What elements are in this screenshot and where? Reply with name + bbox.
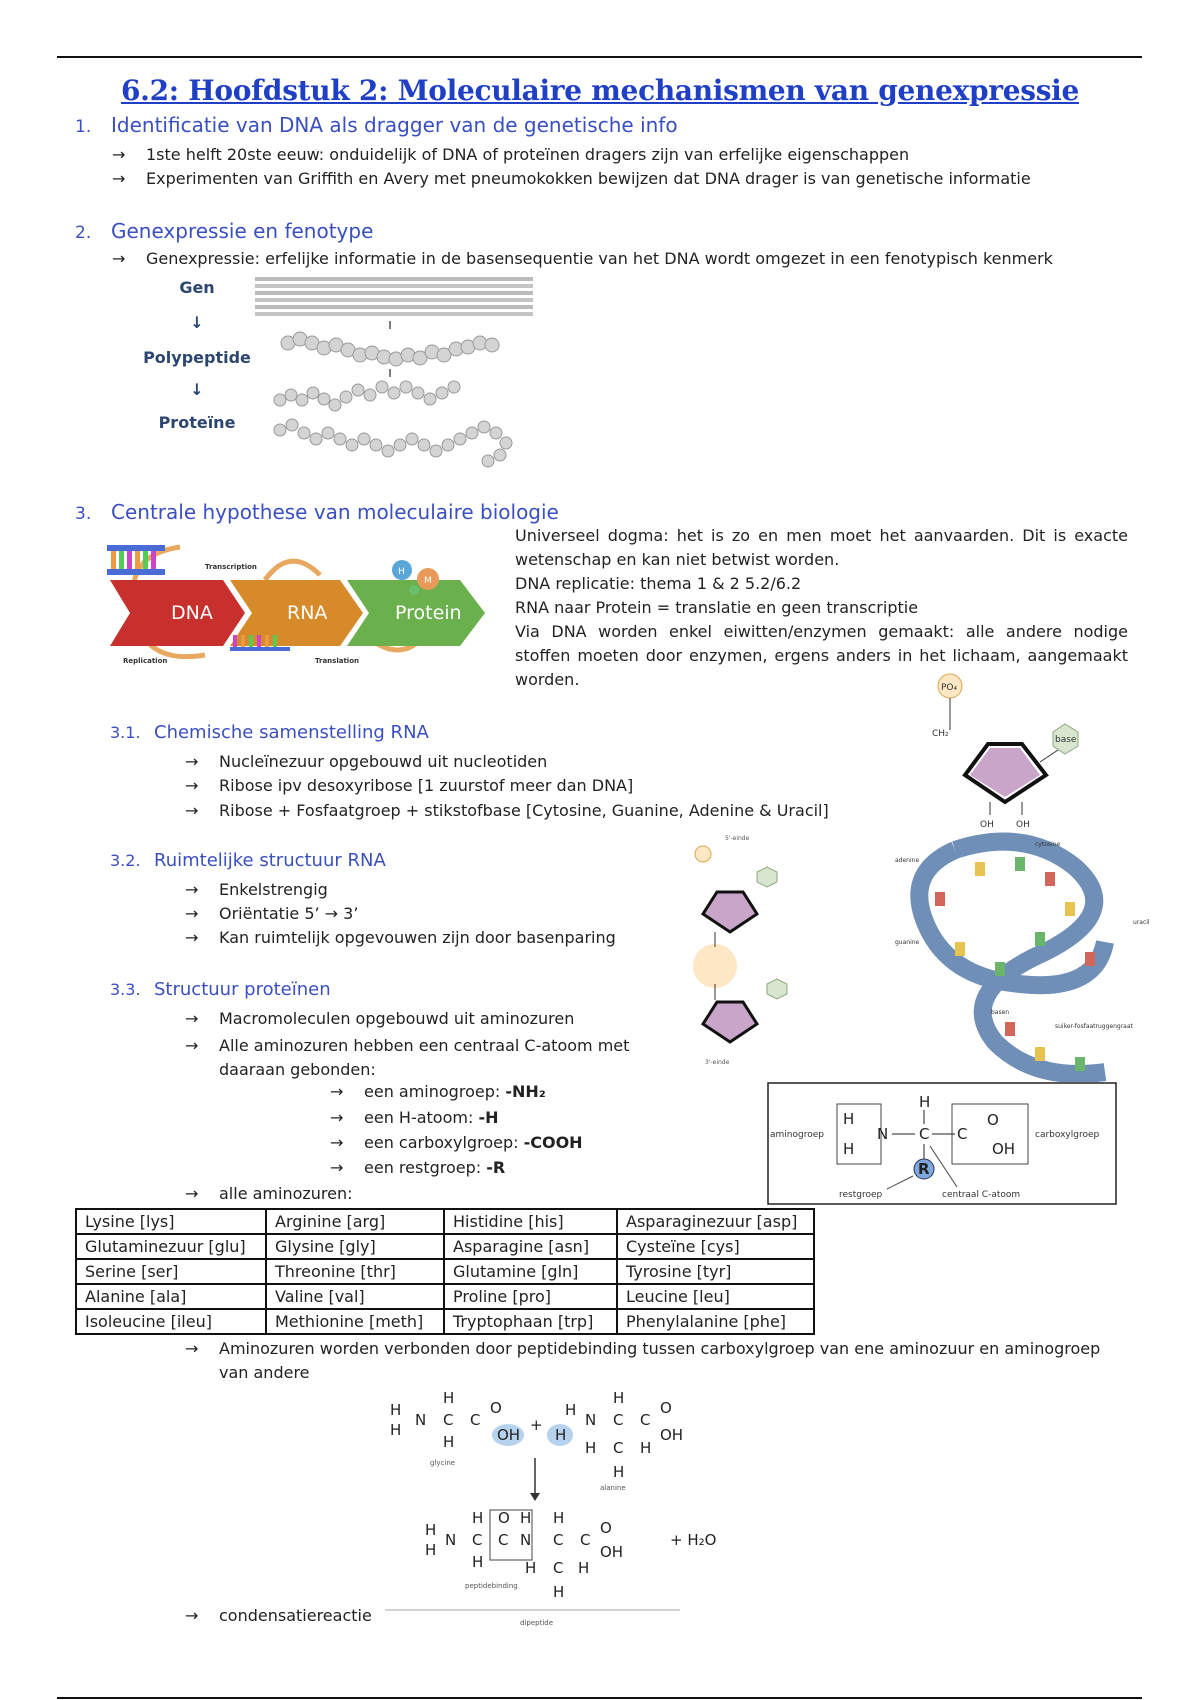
arrow-icon: → bbox=[185, 1036, 199, 1055]
svg-text:H: H bbox=[843, 1110, 855, 1128]
glycine-molecule bbox=[390, 1389, 524, 1467]
section-number: 3.2. bbox=[110, 851, 141, 870]
section-3-2-heading bbox=[110, 850, 386, 871]
svg-text:C: C bbox=[613, 1439, 624, 1457]
table-cell: Isoleucine [ileu] bbox=[76, 1309, 266, 1334]
bullet bbox=[185, 904, 358, 923]
oh-label: OH bbox=[980, 820, 994, 827]
svg-text:H: H bbox=[843, 1140, 855, 1158]
arrow-icon: → bbox=[185, 1184, 199, 1203]
table-row bbox=[76, 1209, 814, 1234]
bullet bbox=[185, 752, 547, 771]
table-cell: Arginine [arg] bbox=[266, 1209, 444, 1234]
group-item bbox=[330, 1082, 546, 1101]
bullet-text: Nucleïnezuur opgebouwd uit nucleotiden bbox=[219, 752, 548, 771]
arrow-icon: → bbox=[185, 928, 199, 947]
oh-label: OH bbox=[1016, 820, 1030, 827]
dipeptide-molecule bbox=[385, 1509, 680, 1627]
dipeptide-label: dipeptide bbox=[520, 1619, 554, 1627]
peptide-reaction-figure bbox=[380, 1385, 760, 1630]
bullet-text: alle aminozuren: bbox=[219, 1184, 353, 1203]
restgroep-label: restgroep bbox=[839, 1190, 883, 1200]
dna-helix-icon bbox=[107, 545, 165, 575]
svg-text:OH: OH bbox=[497, 1426, 521, 1444]
svg-text:H: H bbox=[640, 1439, 652, 1457]
group-item bbox=[330, 1108, 498, 1127]
table-cell: Serine [ser] bbox=[76, 1259, 266, 1284]
arrow-icon: → bbox=[185, 880, 199, 899]
svg-text:O: O bbox=[660, 1399, 672, 1417]
alanine-label: alanine bbox=[600, 1484, 626, 1492]
section-3-3-heading bbox=[110, 979, 331, 1000]
svg-text:OH: OH bbox=[992, 1140, 1016, 1158]
polypeptide-chain bbox=[281, 332, 499, 366]
bullet bbox=[185, 1184, 353, 1203]
group-label: een carboxylgroep: bbox=[364, 1133, 524, 1152]
bullet bbox=[185, 880, 328, 899]
svg-text:C: C bbox=[613, 1411, 624, 1429]
svg-text:H: H bbox=[425, 1541, 437, 1559]
page-title: 6.2: Hoofdstuk 2: Moleculaire mechanismen van genexpressie bbox=[120, 74, 1080, 107]
svg-text:N: N bbox=[415, 1411, 427, 1429]
bullet bbox=[185, 801, 829, 820]
dogma-protein-label: Protein bbox=[395, 602, 462, 624]
bullet bbox=[185, 1339, 1100, 1358]
gene-expression-figure bbox=[250, 275, 540, 470]
flow-protein-label: Proteïne bbox=[158, 413, 236, 432]
section-number: 3.1. bbox=[110, 723, 141, 742]
section-number: 1. bbox=[75, 117, 92, 137]
adenine-label: adenine bbox=[895, 857, 920, 864]
svg-text:H: H bbox=[390, 1421, 402, 1439]
paragraph: Via DNA worden enkel eiwitten/enzymen gemaakt: alle andere nodige stoffen moeten door enzymen, ergens anders in het lichaam, aangemaakt worden. bbox=[515, 622, 1128, 689]
svg-text:C: C bbox=[498, 1531, 509, 1549]
table-cell: Proline [pro] bbox=[444, 1284, 617, 1309]
section-3-heading bbox=[75, 500, 559, 524]
bullet bbox=[185, 1034, 655, 1082]
arrow-icon: → bbox=[185, 776, 199, 795]
svg-text:H: H bbox=[555, 1426, 567, 1444]
bullet-text: condensatiereactie bbox=[219, 1606, 372, 1625]
carboxylgroep-label: carboxylgroep bbox=[1035, 1130, 1100, 1140]
dogma-rna-label: RNA bbox=[287, 602, 328, 624]
water-label: + H₂O bbox=[670, 1531, 717, 1549]
svg-text:H: H bbox=[553, 1583, 565, 1601]
svg-text:R: R bbox=[918, 1160, 930, 1178]
svg-text:C: C bbox=[580, 1531, 591, 1549]
arrow-icon: → bbox=[330, 1133, 344, 1152]
svg-text:H: H bbox=[919, 1093, 931, 1111]
backbone-label: suiker-fosfaatruggengraat bbox=[1055, 1023, 1133, 1030]
svg-text:H: H bbox=[472, 1553, 484, 1571]
svg-text:H: H bbox=[425, 1521, 437, 1539]
svg-text:H: H bbox=[553, 1509, 565, 1527]
group-label: een restgroep: bbox=[364, 1158, 487, 1177]
table-cell: Asparagine [asn] bbox=[444, 1234, 617, 1259]
alanine-molecule bbox=[547, 1389, 683, 1492]
flow-arrow: ↓ bbox=[190, 380, 204, 399]
section-number: 3.3. bbox=[110, 980, 141, 999]
bullet-text: Ribose ipv desoxyribose [1 zuurstof meer dan DNA] bbox=[219, 776, 634, 795]
bullet-continuation: van andere bbox=[219, 1363, 310, 1382]
amino-acid-structure-figure bbox=[767, 1082, 1117, 1206]
group-item bbox=[330, 1133, 583, 1152]
table-cell: Leucine [leu] bbox=[617, 1284, 814, 1309]
five-end-label: 5'-einde bbox=[725, 835, 750, 842]
group-label: een aminogroep: bbox=[364, 1082, 506, 1101]
section-number: 3. bbox=[75, 504, 92, 524]
table-cell: Cysteïne [cys] bbox=[617, 1234, 814, 1259]
bullet bbox=[185, 1009, 574, 1028]
group-item bbox=[330, 1158, 505, 1177]
group-formula: -H bbox=[478, 1108, 499, 1127]
peptide-bond-label: peptidebinding bbox=[465, 1582, 518, 1590]
po4-label: PO₄ bbox=[941, 683, 958, 693]
bullet-text: Ribose + Fosfaatgroep + stikstofbase [Cytosine, Guanine, Adenine & Uracil] bbox=[219, 801, 829, 820]
svg-text:O: O bbox=[498, 1509, 510, 1527]
group-formula: -NH₂ bbox=[505, 1082, 546, 1101]
bullet bbox=[112, 145, 909, 164]
svg-text:H: H bbox=[443, 1389, 455, 1407]
section-3-1-heading bbox=[110, 722, 429, 743]
svg-text:+: + bbox=[530, 1416, 543, 1434]
section-title: Centrale hypothese van moleculaire biologie bbox=[111, 500, 559, 524]
aminogroep-label: aminogroep bbox=[770, 1130, 824, 1140]
base-label: base bbox=[1055, 735, 1077, 745]
table-cell: Alanine [ala] bbox=[76, 1284, 266, 1309]
rna-nucleotide-figure bbox=[685, 832, 805, 1072]
svg-text:N: N bbox=[585, 1411, 597, 1429]
bases-label: basen bbox=[991, 1009, 1010, 1016]
section-1-heading bbox=[75, 113, 678, 137]
svg-text:O: O bbox=[490, 1399, 502, 1417]
bullet bbox=[185, 776, 633, 795]
arrow-icon: → bbox=[330, 1082, 344, 1101]
uracil-label: uracil bbox=[1133, 919, 1150, 926]
table-cell: Phenylalanine [phe] bbox=[617, 1309, 814, 1334]
arrow-icon: → bbox=[112, 145, 126, 164]
bullet-text: Aminozuren worden verbonden door peptidebinding tussen carboxylgroep van ene aminozuur en aminogroep bbox=[219, 1339, 1101, 1358]
svg-text:C: C bbox=[640, 1411, 651, 1429]
bullet-text: Oriëntatie 5’ → 3’ bbox=[219, 904, 359, 923]
svg-text:H: H bbox=[578, 1559, 590, 1577]
table-row bbox=[76, 1234, 814, 1259]
arrow-icon: → bbox=[112, 169, 126, 188]
top-rule bbox=[57, 56, 1142, 58]
table-cell: Methionine [meth] bbox=[266, 1309, 444, 1334]
section-2-heading bbox=[75, 219, 373, 243]
arrow-icon: → bbox=[185, 752, 199, 771]
arrow-icon: → bbox=[185, 904, 199, 923]
bullet-text: Alle aminozuren hebben een centraal C-atoom met daaraan gebonden: bbox=[219, 1036, 630, 1079]
central-c-label: centraal C-atoom bbox=[942, 1190, 1021, 1200]
dogma-replication-label: Replication bbox=[123, 657, 168, 665]
dogma-translation-label: Translation bbox=[315, 657, 359, 665]
svg-text:H: H bbox=[472, 1509, 484, 1527]
table-cell: Valine [val] bbox=[266, 1284, 444, 1309]
section-title: Genexpressie en fenotype bbox=[111, 219, 374, 243]
dogma-transcription-label: Transcription bbox=[205, 563, 257, 571]
svg-text:H: H bbox=[565, 1401, 577, 1419]
svg-text:C: C bbox=[470, 1411, 481, 1429]
bullet-text: Experimenten van Griffith en Avery met pneumokokken bewijzen dat DNA drager is van genetische informatie bbox=[146, 169, 1031, 188]
svg-text:M: M bbox=[424, 576, 432, 586]
paragraph: RNA naar Protein = translatie en geen transcriptie bbox=[515, 598, 919, 617]
table-row bbox=[76, 1259, 814, 1284]
table-row bbox=[76, 1284, 814, 1309]
cytosine-label: cytosine bbox=[1035, 841, 1061, 848]
group-formula: -R bbox=[486, 1158, 506, 1177]
section-number: 2. bbox=[75, 223, 92, 243]
ch2-label: CH₂ bbox=[932, 729, 949, 739]
svg-text:OH: OH bbox=[600, 1543, 624, 1561]
svg-text:C: C bbox=[919, 1125, 930, 1143]
bullet bbox=[185, 928, 616, 947]
group-label: een H-atoom: bbox=[364, 1108, 479, 1127]
arrow-icon: → bbox=[330, 1108, 344, 1127]
arrow-icon: → bbox=[185, 1009, 199, 1028]
svg-text:C: C bbox=[443, 1411, 454, 1429]
section-title: Structuur proteïnen bbox=[154, 979, 331, 1000]
bullet-text: 1ste helft 20ste eeuw: onduidelijk of DNA of proteïnen dragers zijn van erfelijke eigenschappen bbox=[146, 145, 910, 164]
svg-text:N: N bbox=[877, 1125, 889, 1143]
hm-ions-icon bbox=[388, 552, 448, 602]
table-cell: Glutamine [gln] bbox=[444, 1259, 617, 1284]
protein-folded-chain bbox=[274, 381, 512, 467]
amino-acid-table bbox=[75, 1208, 815, 1335]
svg-text:C: C bbox=[553, 1559, 564, 1577]
table-cell: Tryptophaan [trp] bbox=[444, 1309, 617, 1334]
arrow-icon: → bbox=[185, 1339, 199, 1358]
section-title: Identificatie van DNA als dragger van de genetische info bbox=[111, 113, 678, 137]
dogma-dna-label: DNA bbox=[171, 602, 213, 624]
table-cell: Lysine [lys] bbox=[76, 1209, 266, 1234]
svg-text:H: H bbox=[520, 1509, 532, 1527]
table-row bbox=[76, 1309, 814, 1334]
group-formula: -COOH bbox=[523, 1133, 583, 1152]
bullet-text: Macromoleculen opgebouwd uit aminozuren bbox=[219, 1009, 575, 1028]
dogma-text bbox=[515, 524, 1128, 692]
svg-text:OH: OH bbox=[660, 1426, 684, 1444]
arrow-icon: → bbox=[185, 1606, 199, 1625]
table-cell: Histidine [his] bbox=[444, 1209, 617, 1234]
flow-arrow: ↓ bbox=[190, 313, 204, 332]
section-title: Ruimtelijke structuur RNA bbox=[154, 850, 386, 871]
table-cell: Glutaminezuur [glu] bbox=[76, 1234, 266, 1259]
bullet bbox=[112, 169, 1031, 188]
svg-text:H: H bbox=[613, 1389, 625, 1407]
guanine-label: guanine bbox=[895, 939, 920, 946]
svg-text:O: O bbox=[600, 1519, 612, 1537]
svg-text:H: H bbox=[390, 1401, 402, 1419]
arrow-icon: → bbox=[330, 1158, 344, 1177]
table-cell: Asparaginezuur [asp] bbox=[617, 1209, 814, 1234]
bullet-text: Enkelstrengig bbox=[219, 880, 328, 899]
bullet bbox=[112, 249, 1053, 268]
glycine-label: glycine bbox=[430, 1459, 456, 1467]
svg-text:O: O bbox=[987, 1111, 999, 1129]
paragraph: DNA replicatie: thema 1 & 2 5.2/6.2 bbox=[515, 574, 802, 593]
svg-text:C: C bbox=[957, 1125, 968, 1143]
arrow-icon: → bbox=[185, 801, 199, 820]
paragraph: Universeel dogma: het is zo en men moet het aanvaarden. Dit is exacte wetenschap en kan niet betwist worden. bbox=[515, 526, 1128, 569]
flow-gen-label: Gen bbox=[179, 278, 215, 297]
section-title: Chemische samenstelling RNA bbox=[154, 722, 429, 743]
svg-text:N: N bbox=[445, 1531, 457, 1549]
flow-polypeptide-label: Polypeptide bbox=[143, 348, 251, 367]
svg-text:H: H bbox=[613, 1463, 625, 1481]
bullet bbox=[185, 1606, 372, 1625]
arrow-icon: → bbox=[112, 249, 126, 268]
svg-text:H: H bbox=[585, 1439, 597, 1457]
svg-text:C: C bbox=[553, 1531, 564, 1549]
svg-text:H: H bbox=[443, 1433, 455, 1451]
rna-folded-structure-figure bbox=[895, 832, 1165, 1082]
table-cell: Threonine [thr] bbox=[266, 1259, 444, 1284]
ribose-figure bbox=[910, 672, 1080, 827]
svg-text:H: H bbox=[398, 567, 405, 577]
svg-text:C: C bbox=[472, 1531, 483, 1549]
bullet-text: Kan ruimtelijk opgevouwen zijn door basenparing bbox=[219, 928, 616, 947]
three-end-label: 3'-einde bbox=[705, 1059, 730, 1066]
bottom-rule bbox=[57, 1697, 1142, 1699]
bullet-text: Genexpressie: erfelijke informatie in de basensequentie van het DNA wordt omgezet in een fenotypisch kenmerk bbox=[146, 249, 1053, 268]
svg-text:H: H bbox=[525, 1559, 537, 1577]
table-cell: Glysine [gly] bbox=[266, 1234, 444, 1259]
svg-text:N: N bbox=[520, 1531, 532, 1549]
table-cell: Tyrosine [tyr] bbox=[617, 1259, 814, 1284]
dna-sequence-text bbox=[255, 277, 533, 316]
